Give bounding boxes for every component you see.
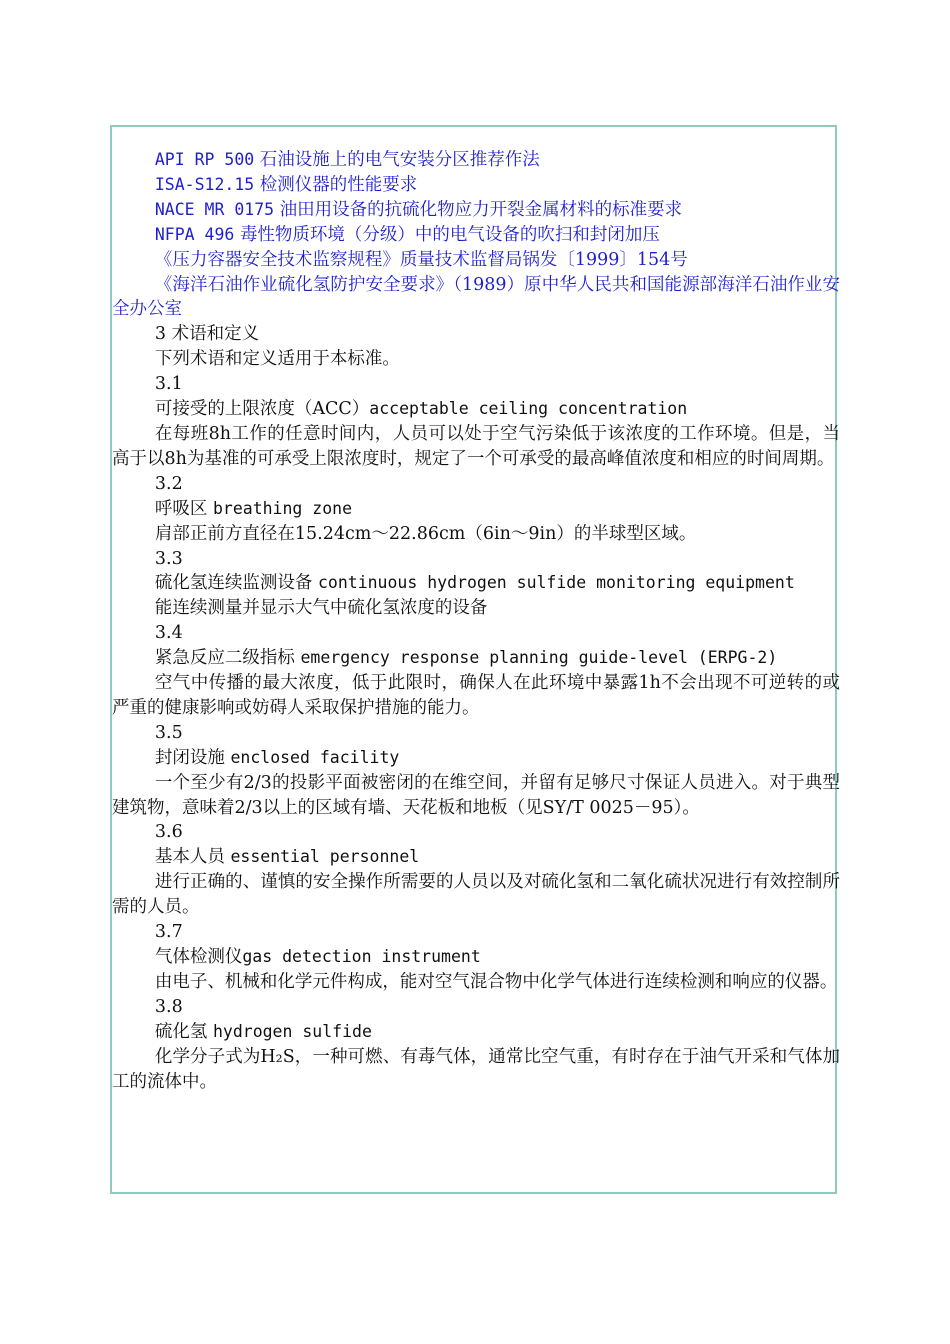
term-en: gas detection instrument (242, 947, 481, 966)
term-title (112, 571, 840, 596)
term-en: enclosed facility (230, 747, 400, 767)
term-en: acceptable ceiling concentration (369, 399, 688, 419)
term-en: hydrogen sulfide (212, 1021, 372, 1041)
term-definition: 一个至少有2/3的投影平面被密闭的在维空间，并留有足够尺寸保证人员进入。对于典型建筑物，意味着2/3以上的区域有墙、天花板和地板（见SY/T 0025－95）。 (112, 772, 840, 818)
section-heading: 3 术语和定义 (154, 324, 260, 345)
reference-list (112, 148, 840, 322)
term-definition: 空气中传播的最大浓度，低于此限时，确保人在此环境中暴露1h不会出现不可逆转的或严重的健康影响或妨碍人采取保护措施的能力。 (112, 673, 840, 718)
term-number: 3.4 (154, 623, 183, 644)
reference-title: 检测仪器的性能要求 (259, 174, 418, 195)
term-zh: 呼吸区 (154, 498, 208, 519)
term-title (112, 497, 840, 522)
reference-title: 《压力容器安全技术监察规程》质量技术监督局锅发〔1999〕154号 (154, 249, 688, 270)
reference-code: ISA-S12.15 (154, 174, 255, 194)
reference-code: API RP 500 (154, 150, 255, 169)
reference-item (112, 223, 840, 248)
term-definition: 肩部正前方直径在15.24cm～22.86cm（6in～9in）的半球型区域。 (154, 523, 697, 544)
term-definition: 化学分子式为H₂S，一种可燃、有毒气体，通常比空气重，有时存在于油气开采和气体加工的流体中。 (112, 1046, 840, 1092)
term-zh: 气体检测仪 (154, 947, 243, 967)
reference-title: 油田用设备的抗硫化物应力开裂金属材料的标准要求 (279, 199, 683, 220)
term-zh: 硫化氢 (154, 1021, 208, 1042)
term-number: 3.6 (154, 822, 183, 843)
term-zh: 可接受的上限浓度（ACC） (154, 399, 370, 420)
term-en: emergency response planning guide-level (ERPG-2) (300, 648, 778, 668)
term-number: 3.7 (154, 922, 183, 943)
reference-item (112, 148, 840, 173)
term-zh: 基本人员 (154, 847, 225, 868)
term-title (112, 646, 840, 671)
term-definition: 由电子、机械和化学元件构成，能对空气混合物中化学气体进行连续检测和响应的仪器。 (154, 971, 838, 992)
term-title (112, 1020, 840, 1045)
section-intro: 下列术语和定义适用于本标准。 (154, 349, 400, 370)
term-en: breathing zone (212, 498, 353, 518)
term-number: 3.3 (154, 548, 183, 569)
term-zh: 紧急反应二级指标 (154, 648, 295, 669)
term-number: 3.5 (154, 722, 183, 743)
reference-code: NFPA 496 (154, 224, 235, 244)
term-en: essential personnel (230, 847, 420, 867)
reference-item (112, 273, 840, 323)
reference-item (112, 198, 840, 223)
reference-item (112, 248, 840, 273)
term-zh: 硫化氢连续监测设备 (154, 573, 313, 594)
term-title (112, 746, 840, 771)
term-number: 3.1 (154, 374, 183, 395)
document-body (112, 148, 840, 1094)
reference-item (112, 173, 840, 198)
term-number: 3.8 (154, 996, 183, 1017)
term-title (112, 397, 840, 422)
reference-code: NACE MR 0175 (154, 199, 275, 219)
reference-title: 石油设施上的电气安装分区推荐作法 (259, 150, 540, 170)
term-zh: 封闭设施 (154, 747, 225, 768)
term-definition: 能连续测量并显示大气中硫化氢浓度的设备 (154, 598, 488, 619)
term-title (112, 845, 840, 870)
term-en: continuous hydrogen sulfide monitoring equipment (317, 573, 795, 593)
term-number: 3.2 (154, 473, 183, 494)
reference-title: 《海洋石油作业硫化氢防护安全要求》（1989）原中华人民共和国能源部海洋石油作业安全办公室 (112, 274, 840, 320)
term-definition: 在每班8h工作的任意时间内，人员可以处于空气污染低于该浓度的工作环境。但是，当高于以8h为基准的可承受上限浓度时，规定了一个可承受的最高峰值浓度和相应的时间周期。 (112, 423, 840, 469)
term-title (112, 945, 840, 970)
term-definition: 进行正确的、谨慎的安全操作所需要的人员以及对硫化氢和二氧化硫状况进行有效控制所需的人员。 (112, 872, 840, 918)
reference-title: 毒性物质环境（分级）中的电气设备的吹扫和封闭加压 (239, 224, 660, 245)
